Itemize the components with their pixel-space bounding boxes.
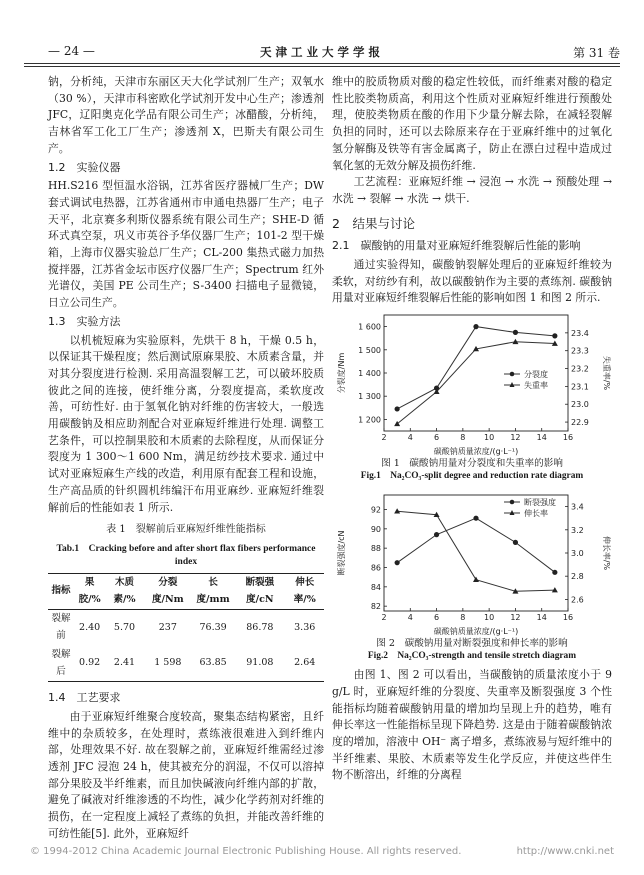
data-point — [394, 508, 400, 513]
y-right-tick-label: 3.4 — [571, 502, 584, 512]
section-2-1-paragraph: 通过实验得知，碳酸钠裂解处理后的亚麻短纤维较为柔软，对纺纱有利，故以碳酸钠作为主要的煮练剂. 碳酸钠用量对亚麻短纤维裂解后性能的影响如图 1 和图 2 所示. — [332, 258, 612, 305]
section-2-heading: 2 结果与讨论 — [332, 215, 415, 231]
figure-2-chart — [332, 487, 612, 637]
table-caption-cn: 表 1 裂解前后亚麻短纤维性能指标 — [106, 524, 266, 536]
y-left-tick-label: 88 — [370, 544, 381, 554]
table-cell: 3.36 — [294, 621, 316, 633]
table-cell: 0.92 — [79, 657, 101, 669]
process-paragraph: 由于亚麻短纤维聚合度较高，聚集态结构紧密，且纤维中的杂质较多，在处理时，煮练液很难进入到纤维内部，处理效果不好. 故在裂解之前，亚麻短纤维需经过渗透剂 JFC 浸泡 24 h，使其被充分的润湿，不仅可以溶掉部分果胶及半纤维素，而且加快碱液向纤维内部的扩散，避免了碱液对纤维渗透的不均性，减少化学药剂对纤维的损伤，在一定程度上减轻了煮练的负担，并能改善纤维的可纺性能[5]. 此外，亚麻短纤 — [48, 709, 324, 840]
y-left-tick-label: 90 — [370, 524, 381, 534]
y-right-tick-label: 2.6 — [571, 595, 584, 605]
data-point — [395, 560, 400, 565]
figure-1-chart — [332, 307, 612, 457]
table-header: 断裂强度/cN — [245, 576, 275, 605]
x-tick-label: 2 — [381, 613, 387, 623]
cnki-url[interactable]: http://www.cnki.net — [516, 846, 614, 857]
properties-table — [48, 573, 324, 682]
table-header: 果胶/% — [78, 576, 101, 605]
legend-label: 失重率 — [524, 381, 548, 391]
y-right-tick-label: 2.8 — [571, 572, 584, 582]
table-cell: 237 — [158, 621, 177, 633]
figure-2-caption-cn: 图 2 碳酸钠用量对断裂强度和伸长率的影响 — [376, 638, 568, 650]
copyright-footer — [0, 846, 644, 862]
y-right-tick-label: 23.0 — [571, 400, 589, 410]
page-number: — 24 — — [48, 44, 95, 58]
y-left-axis-label: 分裂度/Nm — [337, 352, 346, 394]
results-paragraph: 由图 1、图 2 可以看出，当碳酸钠的质量浓度小于 9 g/L 时，亚麻短纤维的分裂度、失重率及断裂强度 3 个性能指标均随着碳酸钠用量的增加均呈现上升的趋势，唯有伸长率这一性能指标呈现下降趋势. 这是由于随着碳酸钠浓度的增加，溶液中 OH⁻ 离子增多，煮练液易与短纤维中的半纤维素、果胶、木质素等发生化学反应，并使这些伴生物不断溶出，纤维的分离程 — [332, 668, 612, 782]
x-tick-label: 4 — [407, 613, 413, 623]
data-point — [513, 540, 518, 545]
table-row — [48, 610, 324, 646]
section-1-3-heading: 1.3 实验方法 — [48, 314, 121, 328]
x-tick-label: 14 — [536, 433, 547, 443]
table-caption-en: Tab.1 Cracking before and after short flax fibers performance index — [56, 543, 316, 567]
copyright-text: © 1994-2012 China Academic Journal Electronic Publishing House. All rights reserved. — [30, 846, 462, 857]
figure-1-caption-en: Fig.1 Na₂CO₃-split degree and reduction rate diagram — [360, 471, 584, 482]
y-right-tick-label: 23.2 — [571, 364, 589, 374]
data-point — [473, 324, 478, 329]
table-header-row — [48, 573, 324, 609]
journal-title: 天津工业大学学报 — [260, 45, 384, 59]
legend-label: 伸长率 — [524, 509, 548, 519]
method-paragraph: 以机梳短麻为实验原料，先烘干 8 h，干燥 0.5 h，以保证其干燥程度；然后测试原麻果胶、木质素含量，并对其分裂度进行检测. 采用高温裂解工艺，可以破坏胶质彼此之间的连接，使纤维分离，分裂度提高，柔软度改善，可纺性好. 由于氢氧化钠对纤维的伤害较大，一般选用碳酸钠及相应助剂配合对亚麻短纤维进行处理. 调整工艺条件，可以控制果胶和木质素的去除程度，从而保证分裂度为 1 300～1 600 Nm，满足纺纱技术要求. 通过中试对亚麻短麻生产线的改造，利用原有配套工程和设施，生产高品质的针织圆机纬编汗布用亚麻纱. 亚麻短纤维裂解前后的性能如表 1 所示. — [48, 333, 324, 514]
instruments-paragraph: HH.S216 型恒温水浴锅，江苏省医疗器械厂生产；DW 套式调试电热器，江苏省通州市申通电热器厂生产；电子天平，北京赛多利斯仪器系统有限公司生产；SHE-D 循环式真空泵，巩义市英谷予华仪器厂生产；101-2 型干燥箱，上海市仪器实验总厂生产；CL-200 集热式磁力加热搅拌器，江苏省金坛市医疗仪器厂生产；Spectrum 红外光谱仪，美国 PE 公司生产；S-3400 扫描电子显微镜，日立公司生产。 — [48, 179, 324, 310]
header-rule-2 — [24, 66, 620, 67]
y-left-tick-label: 1 200 — [358, 415, 381, 425]
y-right-axis-label: 失重率/% — [602, 355, 611, 391]
y-right-tick-label: 22.9 — [571, 418, 589, 428]
running-header — [24, 44, 620, 60]
series-line-分裂度 — [397, 327, 555, 409]
left-column — [48, 74, 324, 843]
process-continued-paragraph: 维中的胶质物质对酸的稳定性较低，而纤维素对酸的稳定性比胶类物质高，利用这个性质对亚麻短纤维进行预酸处理，使胶类物质在酸的作用下少量分解去除，在减轻裂解负担的同时，还可以去除原来存在于亚麻纤维中的过氧化氢分解酶及铁等有害金属离子，防止在漂白过程中造成过氧化氢的无效分解及损伤纤维. — [332, 75, 612, 172]
data-point — [513, 330, 518, 335]
x-tick-label: 8 — [460, 613, 466, 623]
y-left-tick-label: 92 — [370, 505, 381, 515]
table-cell: 2.41 — [113, 657, 136, 669]
legend-label: 分裂度 — [524, 370, 548, 380]
data-point — [434, 532, 439, 537]
y-left-axis-label: 断裂强度/cN — [337, 530, 346, 576]
x-axis-label: 碳酸钠质量浓度/(g·L⁻¹) — [433, 447, 519, 457]
y-left-tick-label: 1 300 — [358, 392, 381, 402]
y-right-tick-label: 23.1 — [571, 382, 589, 392]
y-left-tick-label: 1 600 — [358, 322, 381, 332]
data-point — [473, 577, 479, 582]
figure-1-caption-cn: 图 1 碳酸钠用量对分裂度和失重率的影响 — [381, 458, 563, 470]
header-rule — [24, 63, 620, 64]
y-left-tick-label: 1 500 — [358, 345, 381, 355]
table-cell: 86.78 — [246, 621, 274, 633]
x-tick-label: 10 — [484, 613, 495, 623]
table-header: 伸长率/% — [293, 576, 316, 605]
x-tick-label: 6 — [434, 433, 440, 443]
materials-paragraph: 钠，分析纯，天津市东丽区天大化学试剂厂生产；双氧水（30 %），天津市科密欧化学试剂开发中心生产；渗透剂 JFC，辽阳奥克化学品有限公司生产；冰醋酸，分析纯，吉林省军工化工厂生产；渗透剂 X，巴斯夫有限公司生产。 — [48, 75, 324, 155]
table-cell: 1 598 — [154, 657, 182, 669]
data-point — [395, 407, 400, 412]
y-left-tick-label: 82 — [370, 602, 381, 612]
section-1-4-heading: 1.4 工艺要求 — [48, 691, 121, 705]
x-tick-label: 2 — [381, 433, 387, 443]
legend-marker — [510, 500, 515, 505]
table-cell: 裂解前 — [51, 613, 71, 642]
table-cell: 63.85 — [199, 657, 227, 669]
figure-2-caption-en: Fig.2 Na₂CO₃-strength and tensile stretch diagram — [367, 651, 577, 662]
table-cell: 2.40 — [79, 621, 101, 633]
figure-1 — [332, 307, 612, 457]
legend-label: 断裂强度 — [524, 498, 556, 508]
table-cell: 91.08 — [246, 657, 274, 669]
x-tick-label: 10 — [484, 433, 495, 443]
data-point — [552, 570, 557, 575]
table-row — [48, 646, 324, 682]
x-tick-label: 12 — [510, 433, 521, 443]
legend-marker — [510, 372, 515, 377]
y-right-tick-label: 23.3 — [571, 346, 589, 356]
data-point — [552, 333, 557, 338]
x-axis-label: 碳酸钠质量浓度/(g·L⁻¹) — [433, 627, 519, 637]
y-right-tick-label: 23.4 — [571, 328, 589, 338]
section-1-2-heading: 1.2 实验仪器 — [48, 160, 121, 174]
x-tick-label: 8 — [460, 433, 466, 443]
table-header: 指标 — [51, 585, 71, 597]
x-tick-label: 16 — [562, 433, 574, 443]
volume-label: 第 31 卷 — [573, 46, 620, 60]
data-point — [473, 516, 478, 521]
right-column — [332, 74, 612, 784]
table-cell: 5.70 — [113, 621, 136, 633]
y-right-tick-label: 3.2 — [571, 525, 584, 535]
x-tick-label: 4 — [407, 433, 413, 443]
y-right-axis-label: 伸长率/% — [602, 535, 611, 571]
x-tick-label: 16 — [562, 613, 574, 623]
y-left-tick-label: 1 400 — [358, 369, 381, 379]
table-header: 分裂度/Nm — [151, 576, 184, 605]
table-header: 长度/mm — [196, 576, 230, 605]
table-cell: 裂解后 — [51, 648, 71, 677]
y-left-tick-label: 84 — [370, 582, 381, 592]
table-header: 木质素/% — [113, 576, 136, 605]
x-tick-label: 6 — [434, 613, 440, 623]
table-cell: 76.39 — [199, 621, 227, 633]
y-left-tick-label: 86 — [370, 563, 381, 573]
x-tick-label: 14 — [536, 613, 547, 623]
x-tick-label: 12 — [510, 613, 521, 623]
series-line-断裂强度 — [397, 518, 555, 572]
table-cell: 2.64 — [294, 657, 316, 669]
section-2-1-heading: 2.1 碳酸钠的用量对亚麻短纤维裂解后性能的影响 — [332, 239, 581, 253]
figure-2 — [332, 487, 612, 637]
y-right-tick-label: 3.0 — [571, 549, 584, 559]
process-flow: 工艺流程：亚麻短纤维 → 浸泡 → 水洗 → 预酸处理 → 水洗 → 裂解 → 水洗 → 烘干. — [332, 175, 612, 205]
